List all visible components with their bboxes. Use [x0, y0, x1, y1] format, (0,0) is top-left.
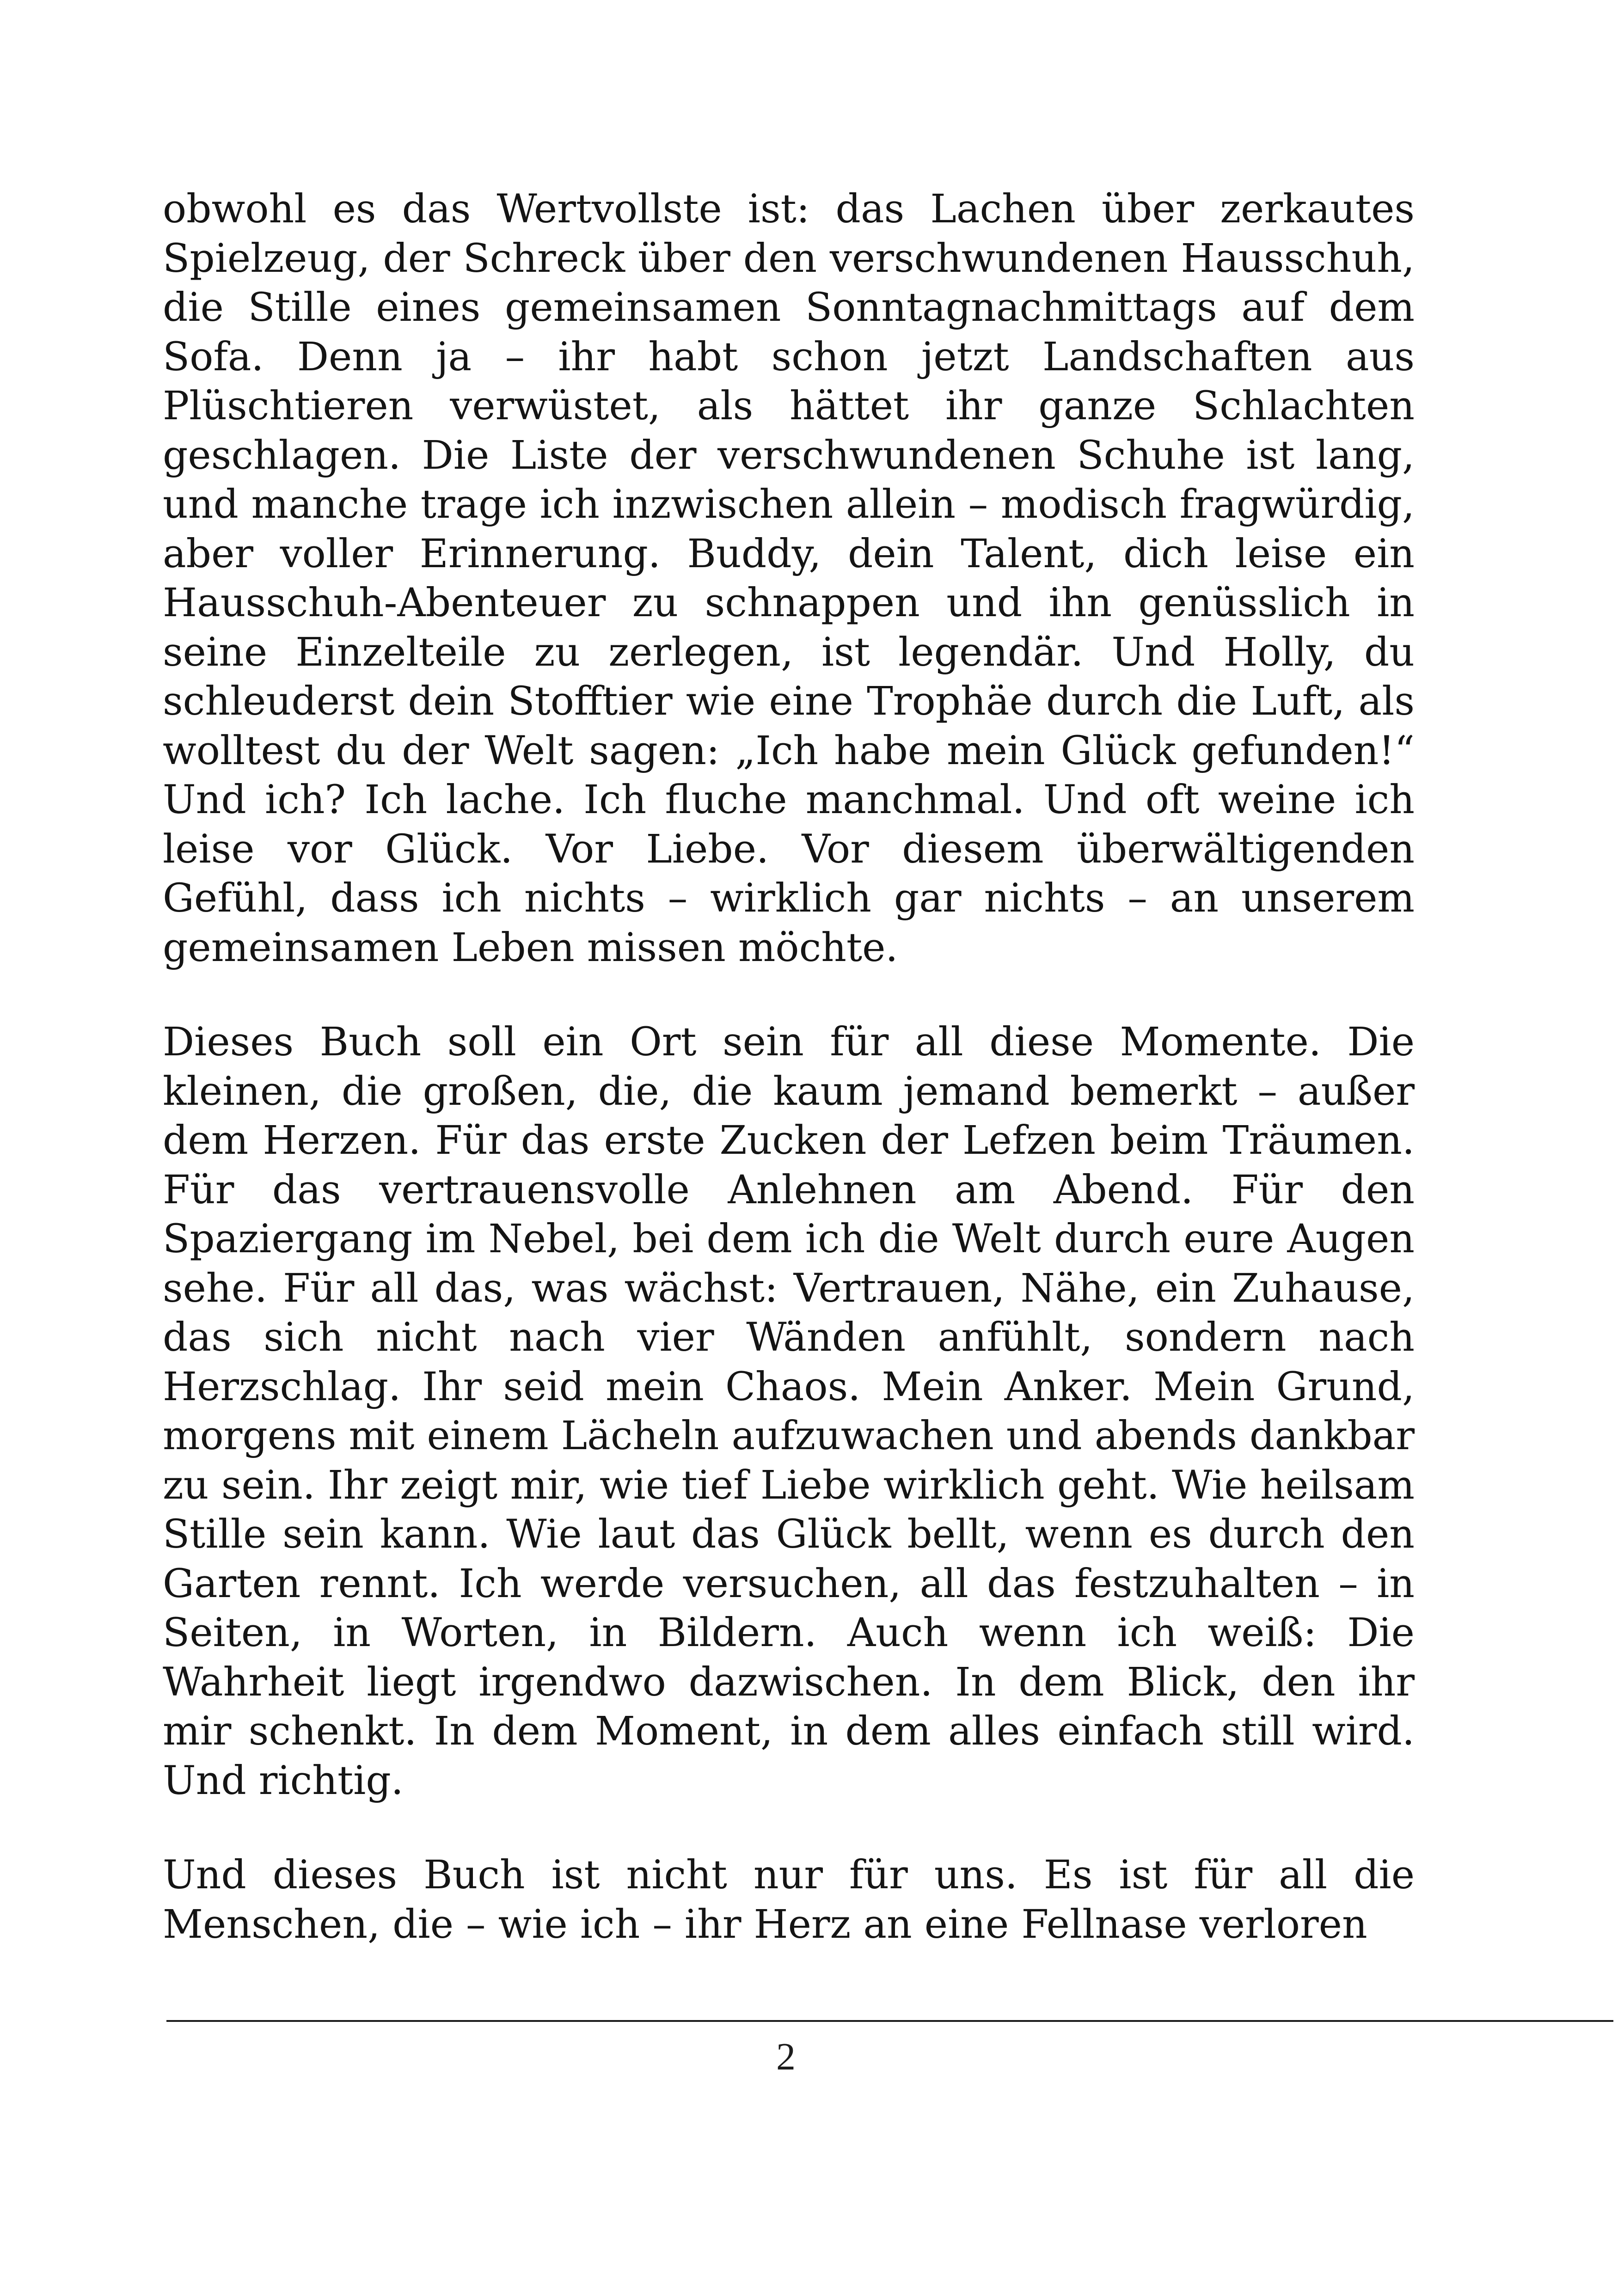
paragraph-3: Und dieses Buch ist nicht nur für uns. Es ist für all die Menschen, die – wie ich – ihr Herz an eine Fellnase verloren [163, 1852, 1415, 1947]
paragraph-1: obwohl es das Wertvollste ist: das Lachen über zerkautes Spielzeug, der Schreck über den verschwundenen Hausschuh, die Stille eines gemeinsamen Sonntagnachmittags auf dem Sofa. Denn ja – ihr habt schon jetzt Landschaften aus Plüschtieren verwüstet, als hättet ihr ganze Schlachten geschlagen. Die Liste der verschwundenen Schuhe ist lang, und manche trage ich inzwischen allein – modisch fragwürdig, aber voller Erinnerung. Buddy, dein Talent, dich leise ein Hausschuh-Abenteuer zu schnappen und ihn genüsslich in seine Einzelteile zu zerlegen, ist legendär. Und Holly, du schleuderst dein Stofftier wie eine Trophäe durch die Luft, als wolltest du der Welt sagen: „Ich habe mein Glück gefunden!“ Und ich? Ich lache. Ich fluche manchmal. Und oft weine ich leise vor Glück. Vor Liebe. Vor diesem überwältigenden Gefühl, dass ich nichts – wirklich gar nichts – an unserem gemeinsamen Leben missen möchte. [163, 186, 1415, 971]
footer-divider [166, 2020, 1613, 2022]
page-number: 2 [776, 2035, 796, 2078]
body-text [163, 185, 1415, 1949]
paragraph-2: Dieses Buch soll ein Ort sein für all diese Momente. Die kleinen, die großen, die, die kaum jemand bemerkt – außer dem Herzen. Für das erste Zucken der Lefzen beim Träumen. Für das vertrauensvolle Anlehnen am Abend. Für den Spaziergang im Nebel, bei dem ich die Welt durch eure Augen sehe. Für all das, was wächst: Vertrauen, Nähe, ein Zuhause, das sich nicht nach vier Wänden anfühlt, sondern nach Herzschlag. Ihr seid mein Chaos. Mein Anker. Mein Grund, morgens mit einem Lächeln aufzuwachen und abends dankbar zu sein. Ihr zeigt mir, wie tief Liebe wirklich geht. Wie heilsam Stille sein kann. Wie laut das Glück bellt, wenn es durch den Garten rennt. Ich werde versuchen, all das festzuhalten – in Seiten, in Worten, in Bildern. Auch wenn ich weiß: Die Wahrheit liegt irgendwo dazwischen. In dem Blick, den ihr mir schenkt. In dem Moment, in dem alles einfach still wird. Und richtig. [163, 1019, 1415, 1804]
